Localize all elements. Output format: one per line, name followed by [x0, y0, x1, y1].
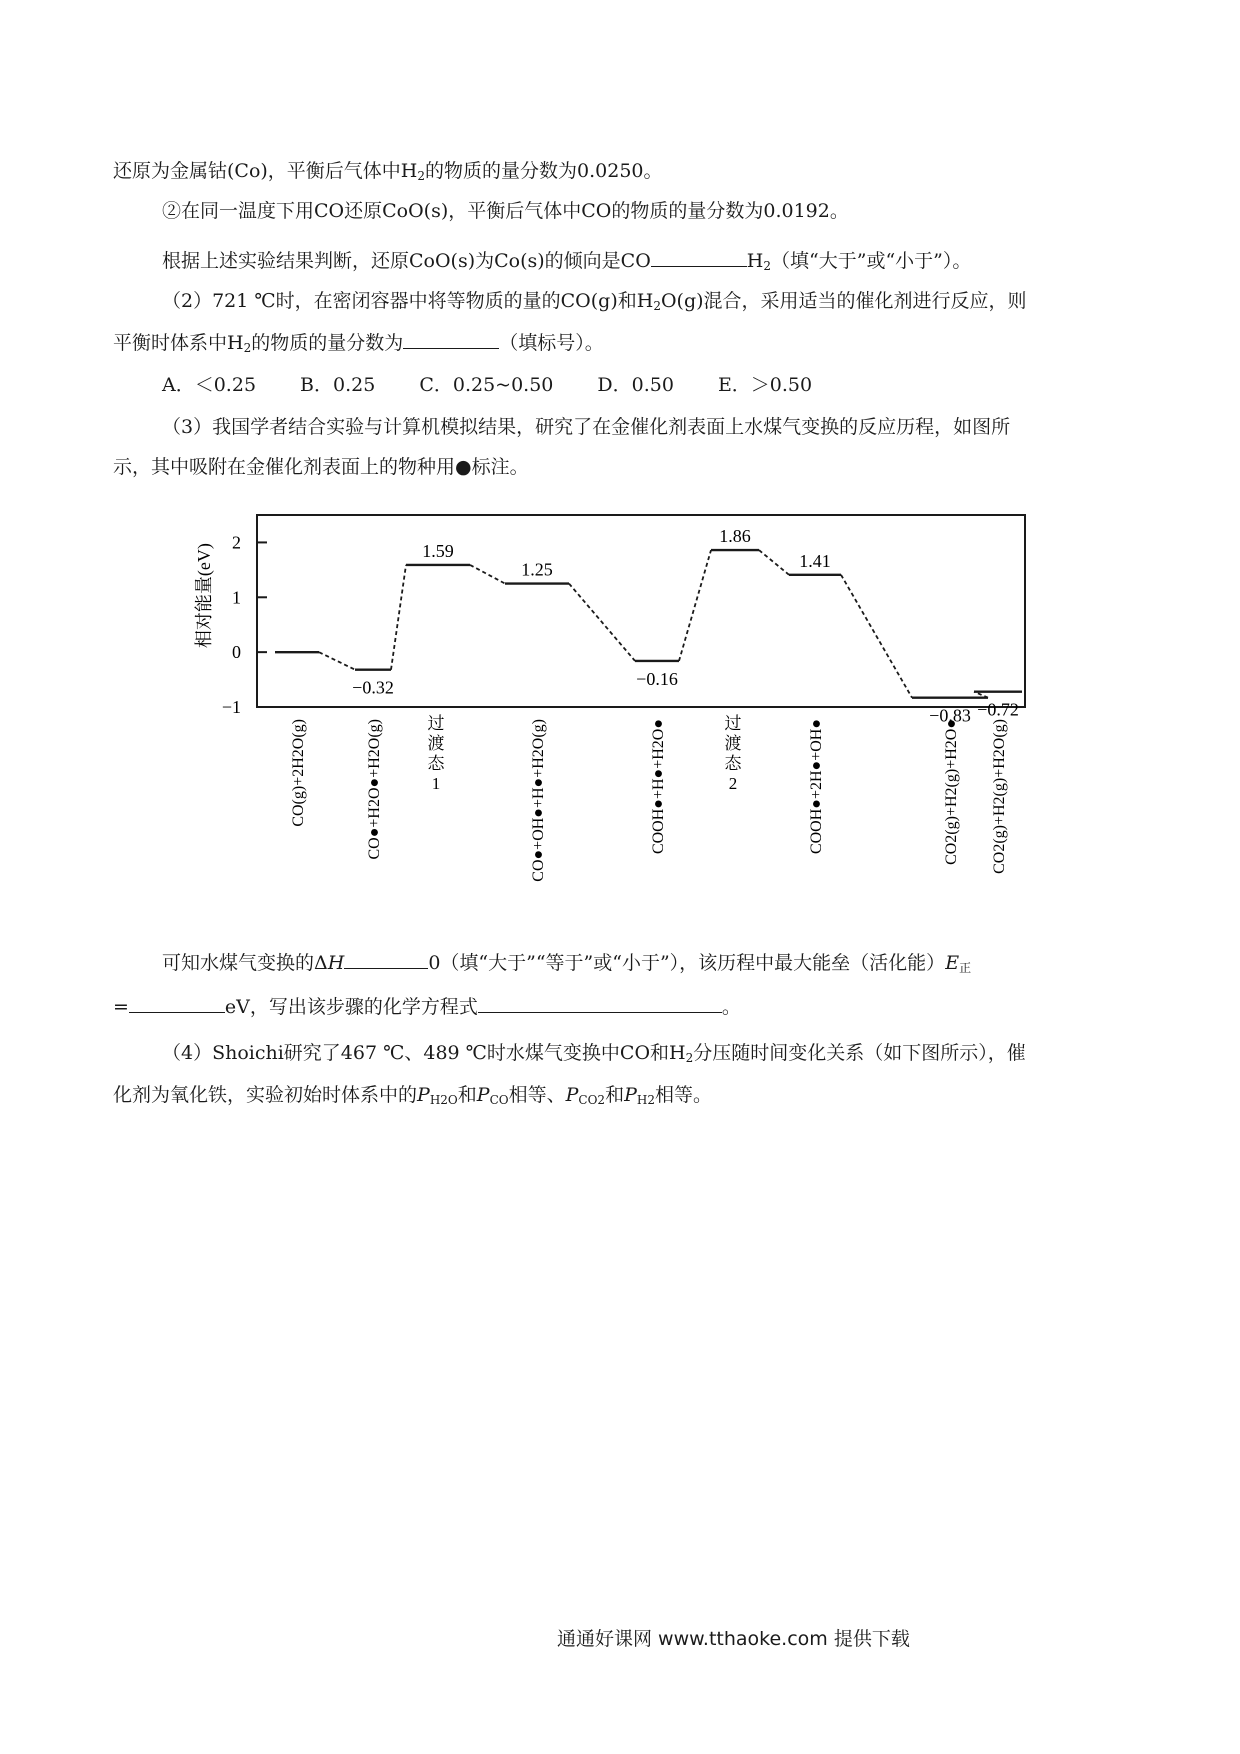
text-line-8 [113, 454, 529, 480]
category-label-3: 渡 [427, 734, 445, 753]
connector-2 [391, 565, 406, 670]
connector-4 [569, 584, 635, 661]
text: （填“大于”或“小于”）。 [771, 250, 972, 272]
answer-blank-5[interactable] [478, 992, 722, 1013]
subscript: 2 [653, 299, 661, 313]
subscript: H2O [429, 1093, 458, 1107]
subscript: CO [489, 1093, 509, 1107]
category-label-6: 渡 [724, 734, 742, 753]
text: 可知水煤气变换的Δ [162, 952, 328, 974]
answer-blank-2[interactable] [403, 328, 499, 349]
options-line [162, 372, 856, 398]
text: 相等。 [654, 1084, 712, 1106]
category-label-2: CO●+H2O●+H2O(g) [366, 719, 383, 860]
text-line-2 [162, 198, 849, 224]
text-line-11 [162, 1040, 1026, 1066]
option-b: B．0.25 [300, 374, 376, 396]
text-line-9 [162, 948, 971, 976]
text: H [746, 250, 764, 272]
category-label-4: CO●+OH●+H●+H2O(g) [530, 719, 547, 882]
subscript: 2 [763, 259, 772, 273]
category-label-6: 态 [724, 754, 742, 773]
category-label-5: COOH●+H●+H2O● [650, 719, 667, 855]
subscript: 2 [243, 341, 252, 355]
text: H [327, 952, 345, 974]
text: E [945, 952, 960, 974]
answer-blank-3[interactable] [344, 948, 428, 969]
subscript: H2 [636, 1093, 655, 1107]
y-axis-label: 相对能量(eV) [194, 543, 214, 649]
text-line-5 [113, 328, 604, 356]
text: = [113, 996, 129, 1018]
answer-blank-1[interactable] [651, 246, 747, 267]
text: 的物质的量分数为0.0250。 [425, 160, 663, 182]
text: 。 [721, 996, 741, 1018]
text-line-1 [113, 158, 663, 184]
category-label-6: 过 [724, 714, 742, 733]
value-label-4: 1.25 [521, 559, 553, 580]
category-label-1: CO(g)+2H2O(g) [290, 719, 307, 827]
text: P [476, 1084, 490, 1106]
answer-blank-4[interactable] [129, 992, 225, 1013]
text: （3）我国学者结合实验与计算机模拟结果，研究了在金催化剂表面上水煤气变换的反应历程，如图所 [162, 416, 1011, 438]
text: P [417, 1084, 430, 1106]
category-label-7: COOH●+2H●+OH● [808, 719, 825, 855]
connector-5 [679, 550, 711, 661]
value-label-2: −0.32 [352, 677, 394, 698]
option-c: C．0.25~0.50 [419, 374, 554, 396]
subscript: 2 [685, 1051, 694, 1065]
text: 化剂为氧化铁，实验初始时体系中的 [113, 1084, 418, 1106]
connector-6 [759, 550, 789, 575]
text-line-12 [113, 1082, 712, 1108]
connector-1 [319, 652, 355, 670]
value-label-7: 1.41 [799, 550, 831, 571]
text: （2）721 ℃时，在密闭容器中将等物质的量的CO(g)和H [162, 290, 654, 312]
energy-profile-chart [190, 505, 1050, 915]
text: P [624, 1084, 637, 1106]
y-tick-label: −1 [221, 697, 241, 717]
text: （填标号）。 [499, 332, 604, 354]
footer-credit: 通通好课网 www.tthaoke.com 提供下载 [557, 1628, 910, 1650]
text: 的物质的量分数为 [251, 332, 404, 354]
option-e: E．＞0.50 [717, 374, 813, 396]
text-line-3 [162, 246, 971, 274]
text: O(g)混合，采用适当的催化剂进行反应，则 [660, 290, 1027, 312]
connector-3 [470, 565, 505, 584]
text: 还原为金属钴(Co)，平衡后气体中H [113, 160, 418, 182]
text: 分压随时间变化关系（如下图所示），催 [693, 1042, 1026, 1064]
text: ②在同一温度下用CO还原CoO(s)，平衡后气体中CO的物质的量分数为0.0192。 [162, 200, 849, 222]
category-label-3: 态 [427, 754, 445, 773]
category-label-6: 2 [728, 774, 738, 793]
text: 和 [605, 1084, 625, 1106]
subscript: 2 [417, 169, 426, 183]
value-label-8: −0.83 [929, 705, 971, 726]
text: 示，其中吸附在金催化剂表面上的物种用●标注。 [113, 456, 529, 478]
category-label-3: 过 [427, 714, 445, 733]
option-d: D．0.50 [597, 374, 674, 396]
text-line-4 [162, 288, 1027, 314]
subscript: CO2 [578, 1093, 606, 1107]
text: P [565, 1084, 579, 1106]
text-line-7 [162, 414, 1010, 440]
connector-7 [841, 575, 912, 698]
y-tick-label: 0 [232, 642, 241, 663]
text: （4）Shoichi研究了467 ℃、489 ℃时水煤气变换中CO和H [162, 1042, 686, 1064]
category-label-8: CO2(g)+H2(g)+H2O● [943, 719, 960, 865]
text: 相等、 [508, 1084, 566, 1106]
text: 0（填“大于”“等于”或“小于”），该历程中最大能垒（活化能） [428, 952, 946, 974]
text-line-10 [113, 992, 741, 1020]
category-label-9: CO2(g)+H2(g)+H2O(g) [991, 719, 1008, 874]
value-label-5: −0.16 [636, 668, 678, 689]
text: 和 [457, 1084, 477, 1106]
value-label-3: 1.59 [422, 540, 454, 561]
option-a: A．＜0.25 [162, 374, 257, 396]
category-label-3: 1 [431, 774, 441, 793]
y-tick-label: 1 [232, 587, 241, 608]
value-label-9: −0.72 [977, 699, 1019, 720]
y-tick-label: 2 [232, 532, 241, 553]
text: 平衡时体系中H [113, 332, 244, 354]
text: 根据上述实验结果判断，还原CoO(s)为Co(s)的倾向是CO [162, 250, 651, 272]
value-label-6: 1.86 [719, 526, 751, 547]
text: eV，写出该步骤的化学方程式 [224, 996, 478, 1018]
subscript: 正 [959, 961, 972, 975]
